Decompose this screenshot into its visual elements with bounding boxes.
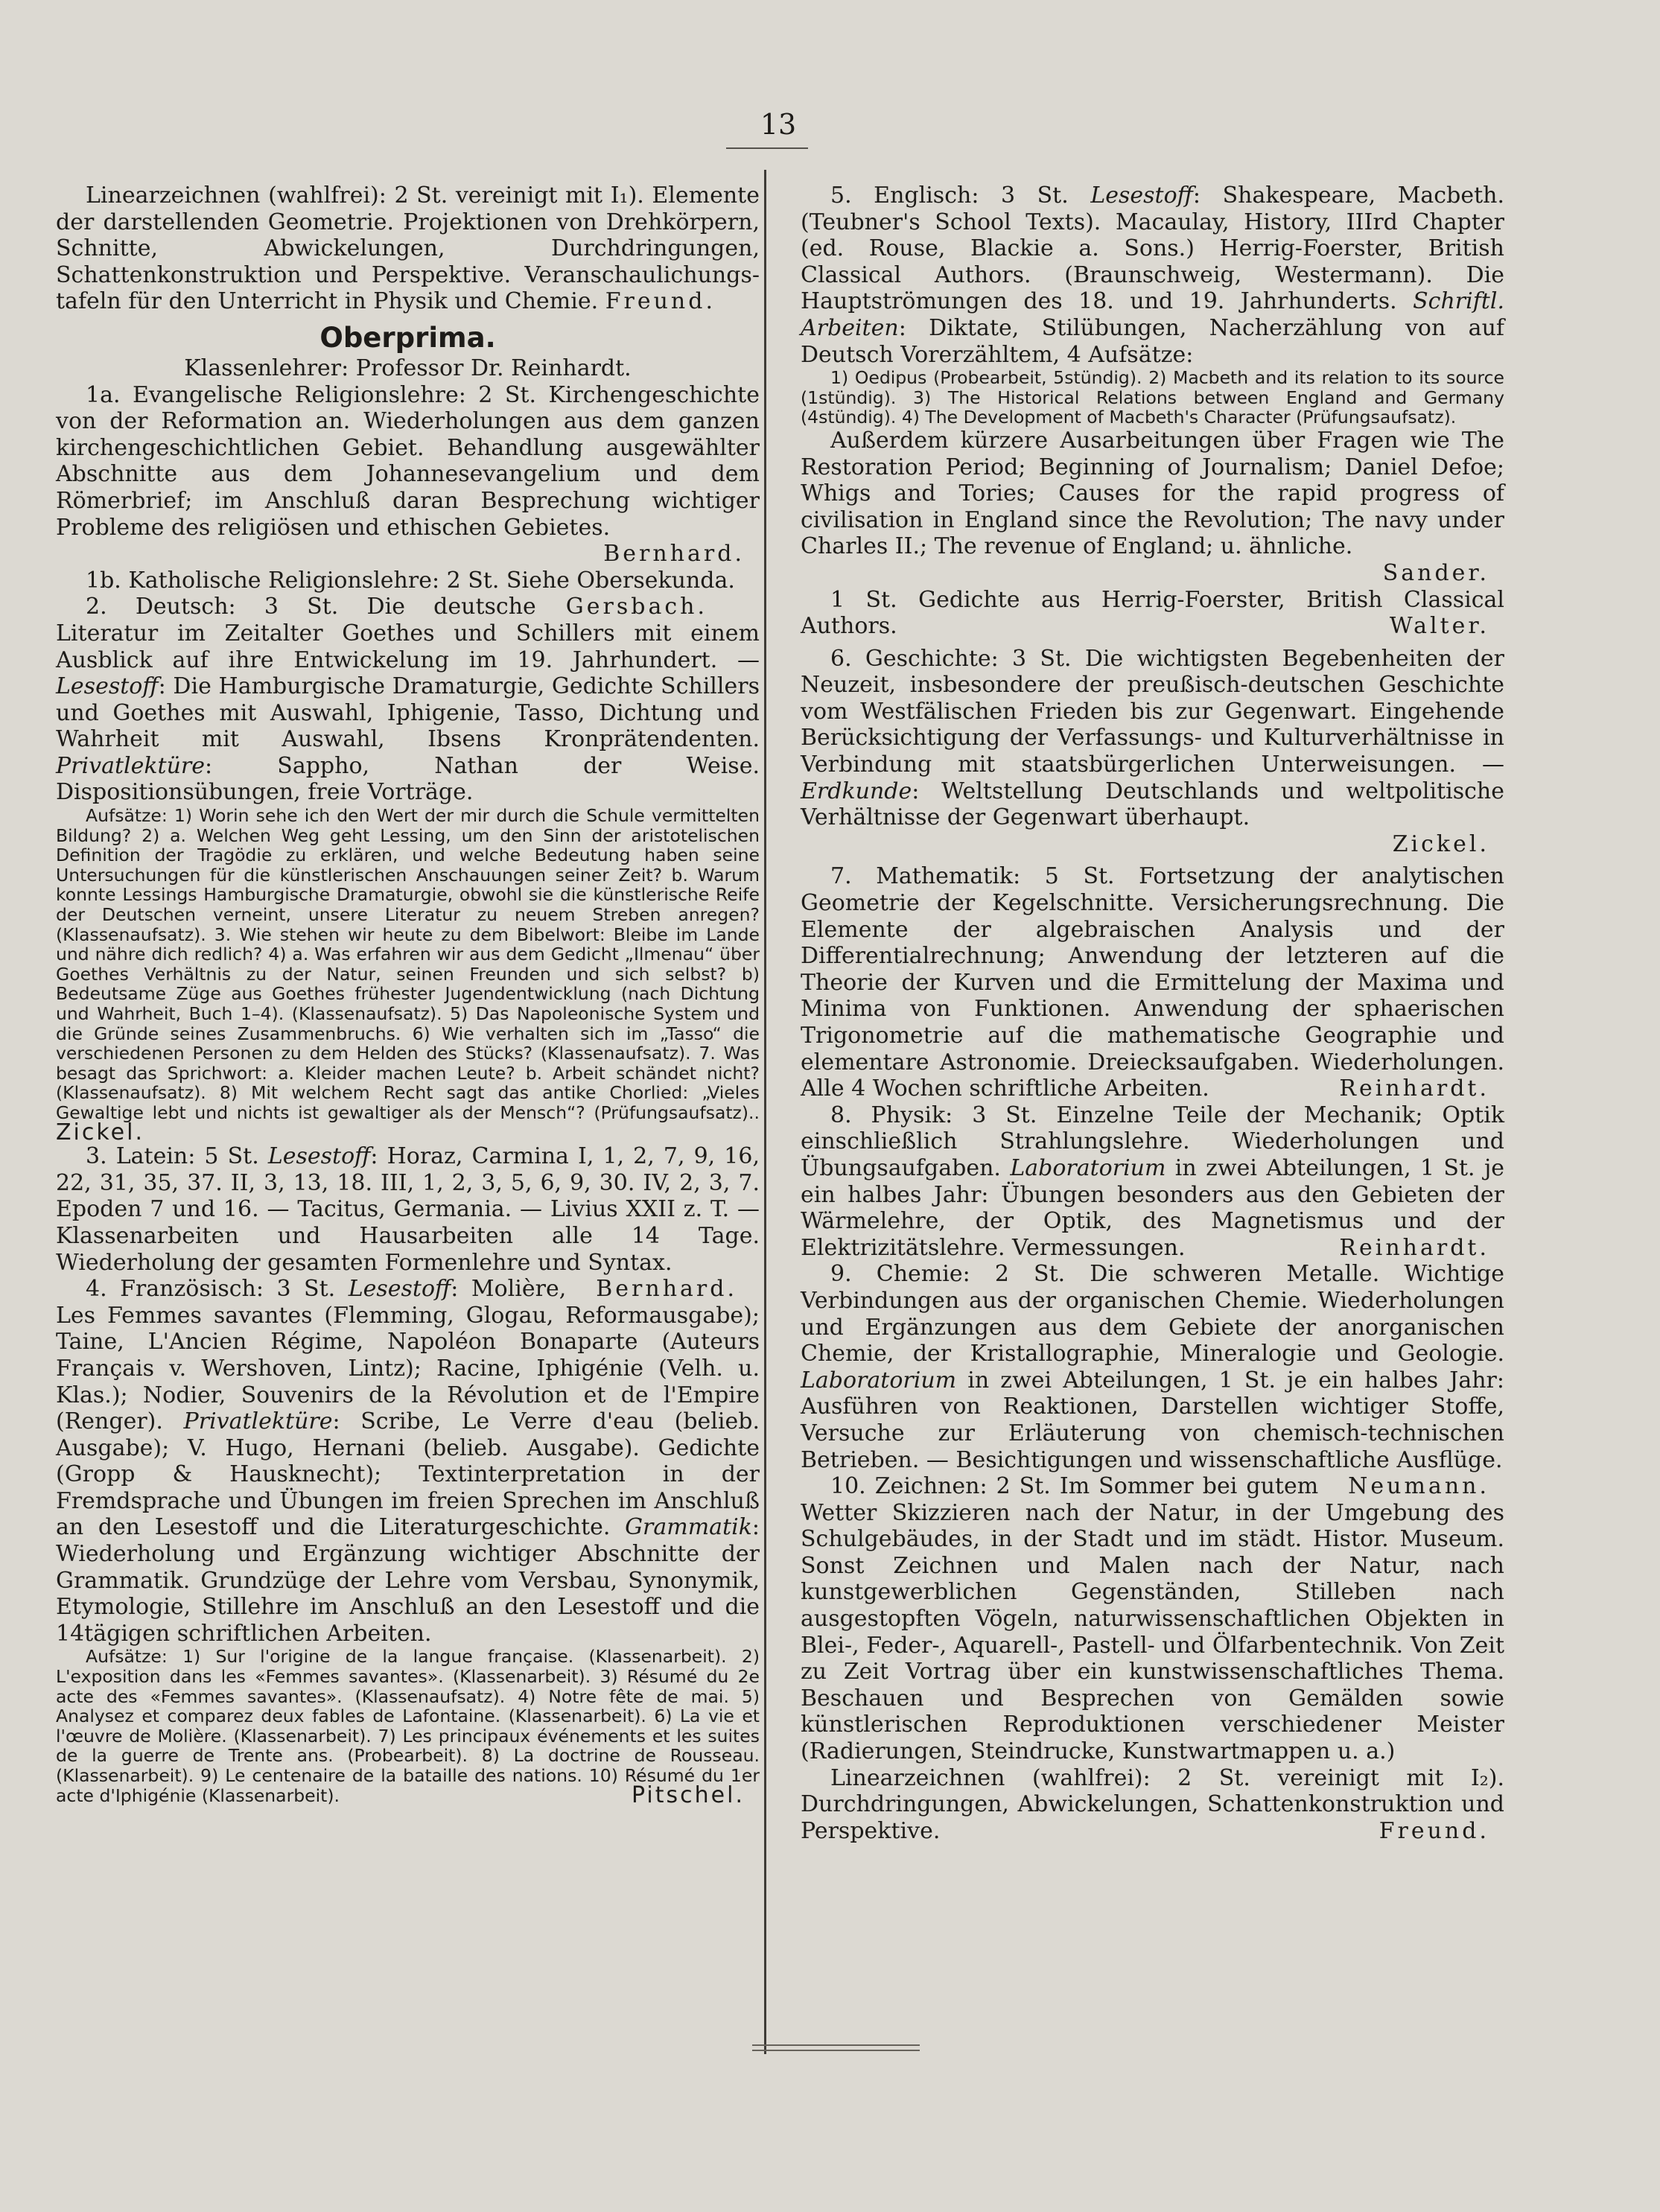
subject-physik: 8. Physik: 3 St. Einzelne Teile der Mechanik; Optik einschließlich Strahlungslehre. Wiederholungen und Übungsaufgaben. Laboratorium in zwei Abteilungen, 1 St. je ein halbes Jahr: Übungen besonders aus den Gebieten der Wärmelehre, der Optik, des Magnetismus und der Elektrizitätslehre. Vermessungen. Reinhardt. [801, 1102, 1504, 1261]
subject-katholische-religion: 1b. Katholische Religionslehre: 2 St. Siehe Obersekunda. Gersbach. [56, 568, 760, 594]
teacher-name: Zickel. [56, 1119, 145, 1145]
teacher-name: Reinhardt. [1339, 1234, 1489, 1261]
paragraph-linearzeichnen-1: Linearzeichnen (wahlfrei): 2 St. vereinigt mit I₁). Elemente der darstellenden Geometrie. Projektionen von Drehkörpern, Schnitte, Abwickelungen, Durchdringungen, Schattenkonstruktion und Perspektive. Veranschaulichungs-tafeln für den Unterricht in Physik und Chemie. Freund. [56, 182, 760, 315]
spacer [801, 640, 1504, 646]
subject-zeichnen: 10. Zeichnen: 2 St. Im Sommer bei gutem Wetter Skizzieren nach der Natur, in der Umgebung des Schulgebäudes, in der Stadt und im städt. Histor. Museum. Sonst Zeichnen und Malen nach der Natur, nach kunstgewerblichen Gegenständen, Stilleben nach ausgestopften Vögeln, naturwissenschaftlichen Objekten in Blei-, Feder-, Aquarell-, Pastell- und Ölfarbentechnik. Von Zeit zu Zeit Vortrag über ein kunstwissenschaftliches Thema. Beschauen und Besprechen von Gemälden sowie künstlerischen Reproduktionen verschiedener Meister (Radierungen, Steindrucke, Kunstwartmappen u. a.) [801, 1473, 1504, 1765]
subject-deutsch: 2. Deutsch: 3 St. Die deutsche Literatur im Zeitalter Goethes und Schillers mit einem Ausblick auf ihre Entwickelung im 19. Jahrhundert. — Lesestoff: Die Hamburgische Dramaturgie, Gedichte Schillers und Goethes mit Auswahl, Iphigenie, Tasso, Dichtung und Wahrheit mit Auswahl, Ibsens Kronprätendenten. Privatlektüre: Sappho, Nathan der Weise. Dispositionsübungen, freie Vorträge. [56, 594, 760, 806]
page-number: 13 [760, 108, 797, 141]
spacer [801, 857, 1504, 863]
subject-franzoesisch: 4. Französisch: 3 St. Lesestoff: Molière, Les Femmes savantes (Flemming, Glogau, Reformausgabe); Taine, L'Ancien Régime, Napoléon Bonaparte (Auteurs Français v. Wershoven, Lintz); Racine, Iphigénie (Velh. u. Klas.); Nodier, Souvenirs de la Révolution et de l'Empire (Renger). Privatlektüre: Scribe, Le Verre d'eau (belieb. Ausgabe); V. Hugo, Hernani (belieb. Ausgabe). Gedichte (Gropp & Hausknecht); Textinterpretation in der Fremdsprache und Übungen im freien Sprechen im Anschluß an den Lesestoff und die Literaturgeschichte. Grammatik: Wiederholung und Ergänzung wichtiger Abschnitte der Grammatik. Grundzüge der Lehre vom Versbau, Synonymik, Etymologie, Stillehre im Anschluß an den Lesestoff und die 14tägigen schriftlichen Arbeiten. [56, 1276, 760, 1647]
teacher-name: Reinhardt. [1339, 1075, 1489, 1102]
subject-chemie: 9. Chemie: 2 St. Die schweren Metalle. Wichtige Verbindungen aus der organischen Chemie. Wiederholungen und Ergänzungen aus dem Gebiete der anorganischen Chemie, der Kristallographie, Mineralogie und Geologie. Laboratorium in zwei Abteilungen, 1 St. je ein halbes Jahr: Ausführen von Reaktionen, Darstellen wichtiger Stoffe, Versuche zur Erläuterung von chemisch-technischen Betrieben. — Besichtigungen und wissenschaftliche Ausflüge. Neumann. [801, 1261, 1504, 1500]
subject-latein: 3. Latein: 5 St. Lesestoff: Horaz, Carmina I, 1, 2, 7, 9, 16, 22, 31, 35, 37. II, 3, 13, 18. III, 1, 2, 3, 5, 6, 9, 30. IV, 2, 3, 7. Epoden 7 und 16. — Tacitus, Germania. — Livius XXII z. T. — Klassenarbeiten und Hausarbeiten alle 14 Tage. Wiederholung der gesamten Formenlehre und Syntax. Bernhard. [56, 1143, 760, 1303]
teacher-name: Sander. [1382, 559, 1489, 586]
bottom-rule [752, 2044, 920, 2046]
englisch-aufsaetze: 1) Oedipus (Probearbeit, 5stündig). 2) Macbeth and its relation to its source (1stündig). 3) The Historical Relations between England and Germany (4stündig). 4) The Development of Macbeth's Character (Prüfungsaufsatz). [801, 367, 1504, 428]
page-number-rule [726, 147, 808, 149]
teacher-name: Pitschel. [632, 1782, 745, 1808]
teacher-name: Bernhard. [596, 1276, 737, 1303]
teacher-name: Bernhard. [603, 541, 745, 568]
englisch-gedichte: 1 St. Gedichte aus Herrig-Foerster, British Classical Authors. Walter. [801, 586, 1504, 640]
column-divider [764, 170, 766, 2054]
section-heading-oberprima: Oberprima. [319, 321, 496, 354]
right-column [801, 182, 1504, 1844]
bottom-rule [752, 2050, 920, 2051]
subject-englisch: 5. Englisch: 3 St. Lesestoff: Shakespeare, Macbeth. (Teubner's School Texts). Macaulay, History, IIIrd Chapter (ed. Rouse, Blackie a. Sons.) Herrig-Foerster, British Classical Authors. (Braunschweig, Westermann). Die Hauptströmungen des 18. und 19. Jahrhunderts. Schriftl. Arbeiten: Diktate, Stilübungen, Nacherzählung von auf Deutsch Vorerzähltem, 4 Aufsätze: [801, 182, 1504, 368]
left-column [56, 182, 760, 1808]
subject-linearzeichnen-2: Linearzeichnen (wahlfrei): 2 St. vereinigt mit I₂). Durchdringungen, Abwickelungen, Schattenkonstruktion und Perspektive. Freund. [801, 1764, 1504, 1844]
teacher-name: Freund. [605, 288, 716, 315]
spacer [56, 315, 760, 321]
teacher-name: Gersbach. [565, 594, 707, 620]
subject-evangelische-religion: 1a. Evangelische Religionslehre: 2 St. Kirchengeschichte von der Reformation an. Wiederholungen aus dem ganzen kirchengeschichtlichen Gebiet. Behandlung ausgewählter Abschnitte aus dem Johannesevangelium und dem Römerbrief; im Anschluß daran Besprechung wichtiger Probleme des religiösen und ethischen Gebietes. [56, 381, 760, 541]
subject-mathematik: 7. Mathematik: 5 St. Fortsetzung der analytischen Geometrie der Kegelschnitte. Versicherungsrechnung. Die Elemente der algebraischen Analysis und der Differentialrechnung; Anwendung der letzteren auf die Theorie der Kurven und die Ermittelung der Maxima und Minima von Funktionen. Anwendung der sphaerischen Trigonometrie auf die mathematische Geographie und elementare Astronomie. Dreiecksaufgaben. Wiederholungen. Alle 4 Wochen schriftliche Arbeiten. Reinhardt. [801, 863, 1504, 1102]
teacher-name: Zickel. [1392, 830, 1489, 857]
teacher-name: Walter. [1389, 613, 1489, 640]
teacher-name: Freund. [1378, 1817, 1489, 1844]
englisch-extra: Außerdem kürzere Ausarbeitungen über Fragen wie The Restoration Period; Beginning of Journalism; Daniel Defoe; Whigs and Tories; Causes for the rapid progress of civilisation in England since the Revolution; The navy under Charles II.; The revenue of England; u. ähnliche. [801, 427, 1504, 560]
teacher-name: Neumann. [1348, 1473, 1489, 1500]
franzoesisch-aufsaetze: Aufsätze: 1) Sur l'origine de la langue française. (Klassenarbeit). 2) L'exposition dans les «Femmes savantes». (Klassenarbeit). 3) Résumé du 2e acte des «Femmes savantes». (Klassenaufsatz). 4) Notre fête de mai. 5) Analysez et comparez deux fables de Lafontaine. (Klassenarbeit). 6) La vie et l'œuvre de Molière. (Klassenarbeit). 7) Les principaux événements et les suites de la guerre de Trente ans. (Probearbeit). 8) La doctrine de Rousseau. (Klassenarbeit). 9) Le centenaire de la bataille des nations. 10) Résumé du 1er acte d'Iphigénie (Klassenarbeit). Pitschel. [56, 1646, 760, 1808]
class-teacher-line: Klassenlehrer: Professor Dr. Reinhardt. [184, 355, 632, 381]
deutsch-aufsaetze: Aufsätze: 1) Worin sehe ich den Wert der mir durch die Schule vermittelten Bildung? 2) a. Welchen Weg geht Lessing, um den Sinn der aristotelischen Definition der Tragödie zu erklären, und welche Bedeutung haben seine Untersuchungen für die künstlerischen Anschauungen seiner Zeit? b. Warum konnte Lessings Hamburgische Dramaturgie, obwohl sie die künstlerische Reife der Deutschen verneint, unsere Literatur zu neuem Streben anregen? (Klassenaufsatz). 3. Wie stehen wir heute zu dem Bibelwort: Bleibe im Lande und nähre dich redlich? 4) a. Was erfahren wir aus dem Gedicht „Ilmenau“ über Goethes Verhältnis zu der Natur, seinen Freunden und sich selbst? b) Bedeutsame Züge aus Goethes frühester Jugendentwicklung (nach Dichtung und Wahrheit, Buch 1–4). (Klassenaufsatz). 5) Das Napoleonische System und die Gründe seines Zusammenbruchs. 6) Wie verhalten sich im „Tasso“ die verschiedenen Personen zu dem Helden des Stücks? (Klassenaufsatz). 7. Was besagt das Sprichwort: a. Kleider machen Leute? b. Arbeit schändet nicht? (Klassenaufsatz). 8) Mit welchem Recht sagt das antike Chorlied: „Vieles Gewaltige lebt und nichts ist gewaltiger als der Mensch“? (Prüfungsaufsatz).. Zickel. [56, 805, 760, 1145]
subject-geschichte: 6. Geschichte: 3 St. Die wichtigsten Begebenheiten der Neuzeit, insbesondere der preußisch-deutschen Geschichte vom Westfälischen Frieden bis zur Gegenwart. Eingehende Berücksichtigung der Verfassungs- und Kulturverhältnisse in Verbindung mit staatsbürgerlichen Unterweisungen. — Erdkunde: Weltstellung Deutschlands und weltpolitische Verhältnisse der Gegenwart überhaupt. [801, 645, 1504, 831]
